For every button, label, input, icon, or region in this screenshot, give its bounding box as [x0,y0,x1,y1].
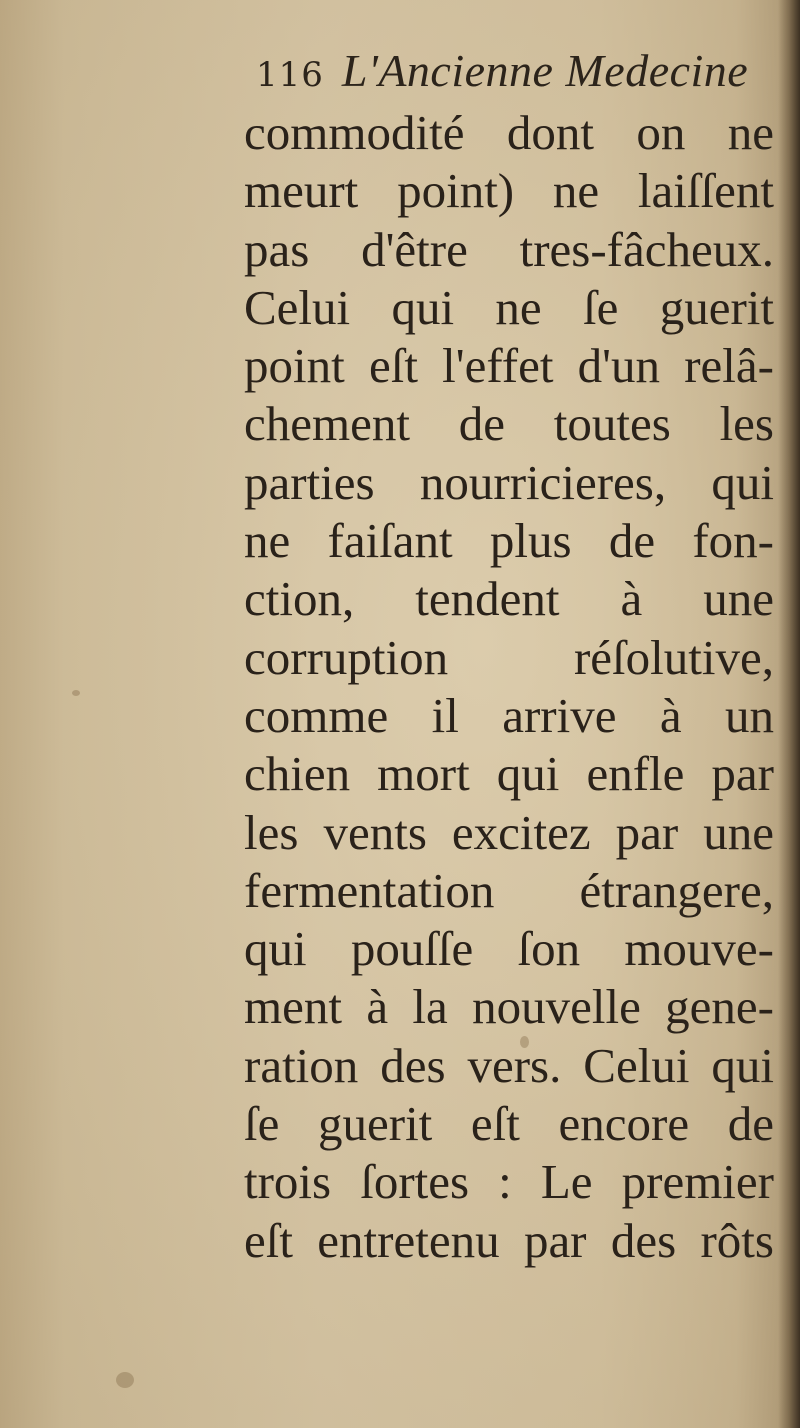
text-line: chement de toutes les [244,396,774,452]
text-line: ction, tendent à une [244,571,774,627]
text-line: ſe guerit eſt encore de [244,1096,774,1152]
text-line: commodité dont on ne [244,105,774,160]
text-line: ne faiſant plus de fon- [244,513,774,569]
text-line: ment à la nouvelle gene- [244,979,774,1035]
text-line: point eſt l'effet d'un relâ- [244,338,774,394]
paper-stain [72,690,80,696]
text-line: Celui qui ne ſe guerit [244,279,774,335]
text-line: corruption réſolutive, [244,629,774,685]
paper-stain [116,1372,134,1388]
running-title: L'Ancienne Medecine [341,45,749,96]
page-gutter-shadow [778,0,800,1428]
text-line: qui pouſſe ſon mouve- [244,921,774,977]
text-line: chien mort qui enfle par [244,746,774,802]
text-line: parties nourricieres, qui [244,454,774,510]
text-line: comme il arrive à un [244,687,774,743]
body-text [244,104,774,1270]
text-line: fermentation étrangere, [244,862,774,918]
text-line: meurt point) ne laiſſent [244,163,774,219]
text-line: ration des vers. Celui qui [244,1037,774,1093]
page-number: 116 [256,55,324,95]
text-line: les vents excitez par une [244,804,774,860]
text-line: pas d'être tres-fâcheux. [244,221,774,277]
text-line: eſt entretenu par des rôts [244,1212,774,1268]
running-header [256,44,748,106]
text-line: trois ſortes : Le premier [244,1154,774,1210]
